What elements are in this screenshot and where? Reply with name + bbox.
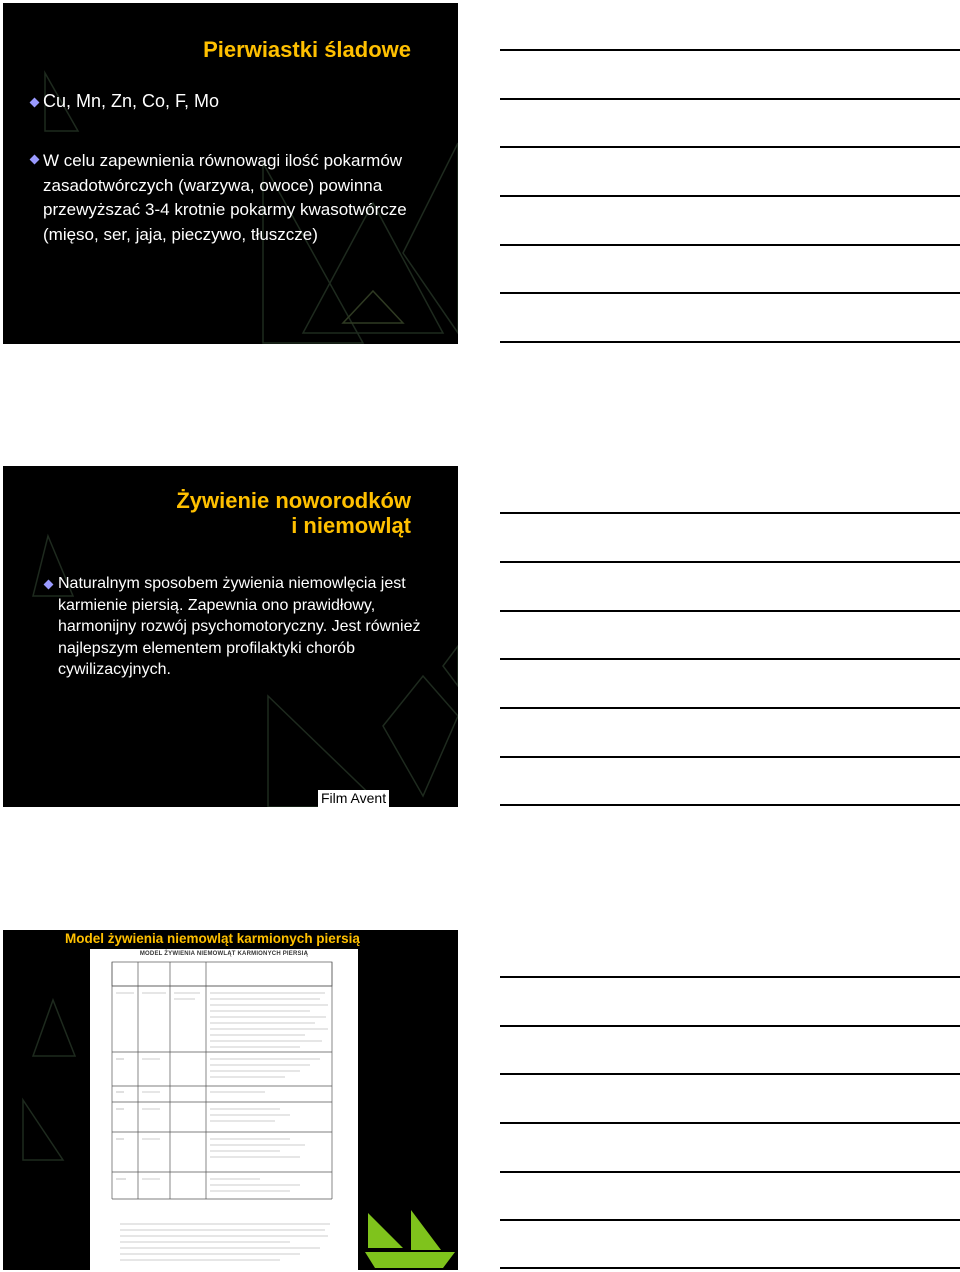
note-line <box>500 512 960 514</box>
document-title: MODEL ŻYWIENIA NIEMOWLĄT KARMIONYCH PIERSIĄ <box>139 951 309 957</box>
nutrition-model-document <box>90 949 358 1270</box>
note-line <box>500 98 960 100</box>
slide-title-line: i niemowląt <box>291 513 411 538</box>
note-line <box>500 1073 960 1075</box>
note-line <box>500 610 960 612</box>
film-link[interactable]: Film Avent <box>318 790 389 807</box>
note-line <box>500 756 960 758</box>
bullet-text: Naturalnym sposobem żywienia niemowlęcia jest karmienie piersią. Zapewnia ono prawidłowy, harmonijny rozwój psychomotoryczny. Jest również najlepszym elementem profilaktyki chorób cywilizacyjnych. <box>58 575 421 678</box>
slide-title: Model żywienia niemowląt karmionych piersią <box>65 931 360 946</box>
note-line <box>500 195 960 197</box>
note-line <box>500 1122 960 1124</box>
note-line <box>500 561 960 563</box>
document-table <box>90 949 358 1270</box>
note-line <box>500 976 960 978</box>
note-line <box>500 146 960 148</box>
slide-title-line: Żywienie noworodków <box>176 488 411 513</box>
note-line <box>500 244 960 246</box>
note-line <box>500 707 960 709</box>
note-line <box>500 49 960 51</box>
note-line <box>500 1267 960 1269</box>
note-line <box>500 341 960 343</box>
slide-title: Pierwiastki śladowe <box>203 37 411 62</box>
slide-2 <box>3 466 458 807</box>
note-line <box>500 1025 960 1027</box>
note-line <box>500 658 960 660</box>
slide-1 <box>3 3 458 344</box>
note-line <box>500 1171 960 1173</box>
sailboat-logo-icon <box>363 1208 458 1270</box>
bullet-text: W celu zapewnienia równowagi ilość pokarmów zasadotwórczych (warzywa, owoce) powinna przewyższać 3-4 krotnie pokarmy kwasotwórcze (mięso, ser, jaja, pieczywo, tłuszcze) <box>43 151 407 244</box>
note-line <box>500 292 960 294</box>
slide-title <box>176 488 411 538</box>
slide-3 <box>3 930 458 1270</box>
note-line <box>500 804 960 806</box>
note-line <box>500 1219 960 1221</box>
bullet-text: Cu, Mn, Zn, Co, F, Mo <box>43 91 220 111</box>
